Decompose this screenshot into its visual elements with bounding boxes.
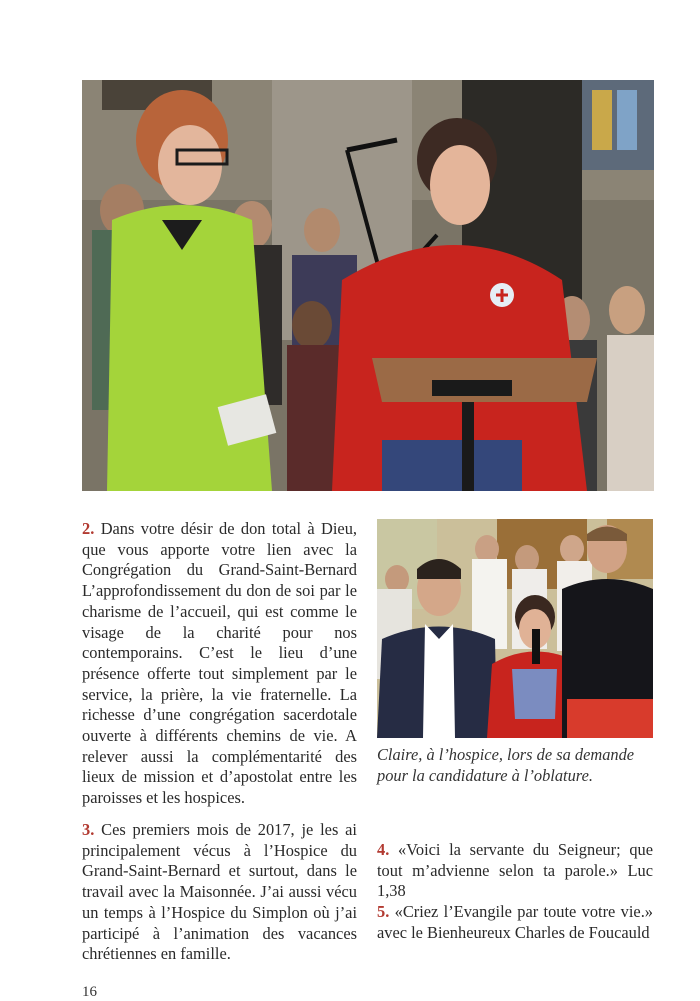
answer-4-number: 4. [377, 840, 390, 859]
side-photo [377, 519, 653, 738]
answer-5-number: 5. [377, 902, 390, 922]
answer-4-text: «Voici la servante du Seigneur; que tout m’advienne selon ta parole.» Luc 1,38 [377, 840, 653, 901]
page-number: 16 [82, 984, 97, 1000]
answer-2-number: 2. [82, 519, 95, 538]
answer-4 [377, 840, 653, 902]
main-photo [82, 80, 654, 491]
answer-5 [377, 902, 653, 943]
answer-5-text: «Criez l’Evangile par toute votre vie.» avec le Bienheureux Charles de Foucauld [377, 902, 653, 942]
answer-3-text: Ces premiers mois de 2017, je les ai principalement vécus à l’Hospice du Grand-Saint-Bernard et surtout, dans le travail avec la Maisonnée. J’ai aussi vécu un temps à l’Hospice du Simplon où j’ai participé à l’animation des vacances chrétiennes en famille. [82, 820, 357, 964]
answer-3 [82, 820, 357, 965]
photo-caption: Claire, à l’hospice, lors de sa demande pour la candidature à l’oblature. [377, 745, 635, 785]
answer-3-number: 3. [82, 820, 95, 839]
answer-2 [82, 519, 357, 809]
side-photo-illustration [377, 519, 653, 738]
main-photo-illustration [82, 80, 654, 491]
answer-2-text: Dans votre désir de don total à Dieu, que vous apporte votre lien avec la Congrégation du Grand-Saint-Bernard L’approfondissement du don de soi par le charisme de l’accueil, qui est comme le visage de la charité pour nos contemporains. C’est le lieu d’une présence offerte tout simplement par le service, la prière, la vie fraternelle. La richesse d’une congrégation sacerdotale ouverte à différents chemins de vie. A relever aussi la complémentarité des lieux de mission et d’apostolat entre les paroisses et les hospices. [82, 519, 357, 808]
answers-4-5 [377, 840, 653, 944]
